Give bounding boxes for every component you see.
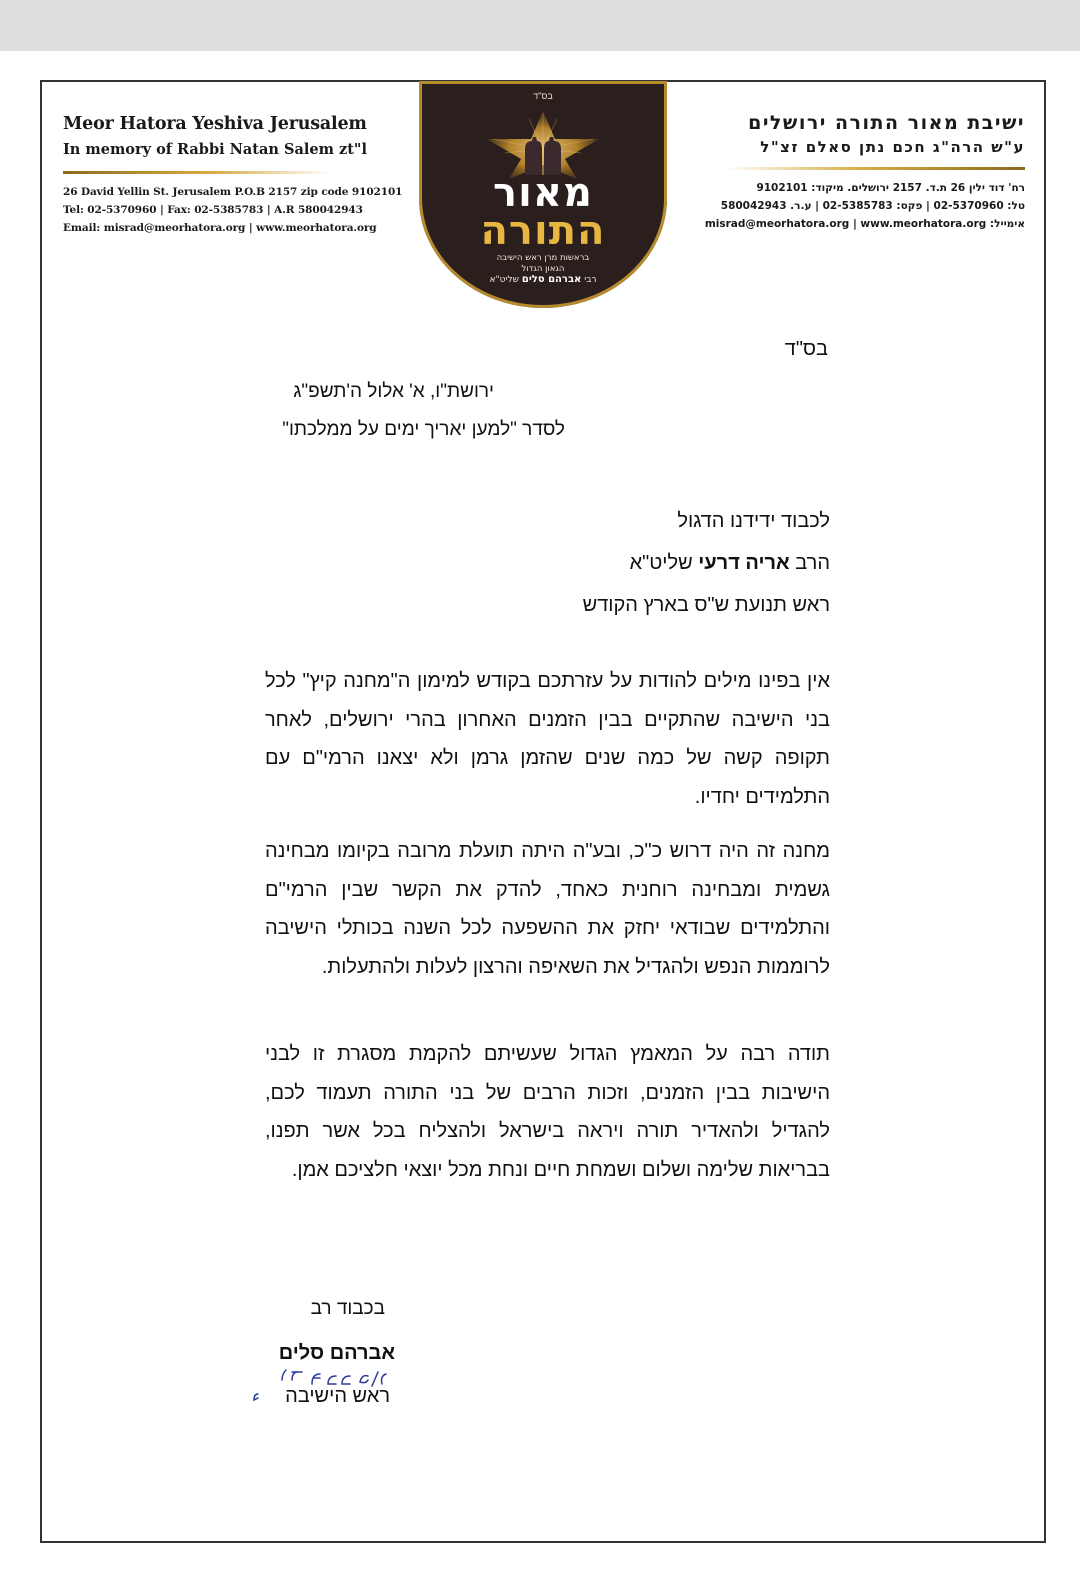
recipient-title: ראש תנועת ש"ס בארץ הקודש: [582, 594, 830, 616]
logo-subtitle-3: [419, 274, 667, 285]
logo-title-meor: מאור: [493, 170, 593, 216]
recipient-greeting: לכבוד ידידנו הדגול: [677, 510, 830, 532]
yeshiva-logo: [419, 81, 667, 308]
letter-bsd: בס"ד: [784, 338, 828, 360]
memorial-line-english: In memory of Rabbi Natan Salem zt"l: [63, 141, 367, 158]
letter-date: ירושת"ו, א' אלול ה'תשפ"ג: [293, 381, 494, 402]
letter-paragraph-2: מחנה זה היה דרוש כ"כ, ובע"ה היתה תועלת מרובה בקיומו מבחינה גשמית ומבחינה רוחנית כאחד, להדק את הקשר שבין הרמי"ם והתלמידים שבודאי יחזק את ההשפעה לכל השנה בכותלי הישיבה לרוממות הנפש ולהגדיל את השאיפה והרצון לעלות ולהתעלות.: [265, 840, 830, 978]
letter-paragraph-1: אין בפינו מילים להודות על עזרתכם בקודש למימון ה"מחנה קיץ" לכל בני הישיבה שהתקיים בבין הזמנים האחרון בהרי ירושלים, לאחר תקופה קשה של כמה שנים שהזמן גרמן ולא יצאנו הרמי"ם עם התלמידים יחדיו.: [265, 670, 830, 808]
letterhead-hebrew: [695, 110, 1025, 233]
letter-paragraph-3: תודה רבה על המאמץ הגדול שעשיתם להקמת מסגרת זו לבני הישיבות בבין הזמנים, וזכות הרבים של בני התורה תעמוד לכם, להגדיל ולהאדיר תורה ויראה בישראל ולהצליח בכל אשר תפנו, בבריאות שלימה ושלום ושמחת חיים ונחת מכל יוצאי חלציכם אמן.: [265, 1043, 830, 1181]
recipient-name-line: [583, 542, 830, 584]
recipient-suffix: שליט"א: [629, 552, 693, 574]
memorial-line-hebrew: ע"ש הרה"ג חכם נתן סאלם זצ"ל: [760, 138, 1025, 156]
logo-subtitle-1: בראשות מרן ראש הישיבה: [496, 253, 590, 263]
signer-title: ראש הישיבה: [285, 1385, 390, 1407]
contact-hebrew: אימייל: misrad@meorhatora.org | www.meorhatora.org: [704, 218, 1025, 230]
star-torah-scrolls-icon: [485, 109, 601, 179]
phones-hebrew: טל: 02-5370960 | פקס: 02-5385783 | ע.ר. 580042943: [720, 200, 1025, 212]
yeshiva-name-hebrew: ישיבת מאור התורה ירושלים: [748, 112, 1025, 134]
contact-english: Email: misrad@meorhatora.org | www.meorhatora.org: [63, 222, 377, 234]
logo-sub3-prefix: רבי: [584, 275, 597, 285]
recipient-prefix: הרב: [795, 552, 830, 574]
gold-divider: [63, 171, 333, 174]
logo-bsd: בס"ד: [533, 91, 553, 101]
logo-sub3-name: אברהם סלים: [521, 274, 582, 285]
yeshiva-name-english: Meor Hatora Yeshiva Jerusalem: [63, 114, 367, 134]
letter-closing: בכבוד רב: [310, 1298, 385, 1319]
recipient-block: [583, 500, 830, 626]
recipient-name: אריה דרעי: [698, 552, 790, 574]
logo-subtitle-2: הגאון הגדול: [521, 264, 565, 274]
address-hebrew: רח' דוד ילין 26 ת.ד. 2157 ירושלים. מיקוד: 9102101: [756, 182, 1025, 194]
logo-title-hatora: התורה: [480, 208, 606, 254]
address-english: 26 David Yellin St. Jerusalem P.O.B 2157 zip code 9102101: [63, 186, 403, 198]
phones-english: Tel: 02-5370960 | Fax: 02-5385783 | A.R 580042943: [63, 204, 363, 216]
top-gray-bar: [0, 0, 1080, 51]
gold-divider: [725, 167, 1025, 170]
signer-name: אברהם סלים: [278, 1342, 395, 1364]
letter-parasha: לסדר "למען יאריך ימים על ממלכתו": [282, 419, 565, 440]
letterhead-english: [63, 112, 403, 237]
logo-sub3-suffix: שליט"א: [489, 275, 519, 285]
